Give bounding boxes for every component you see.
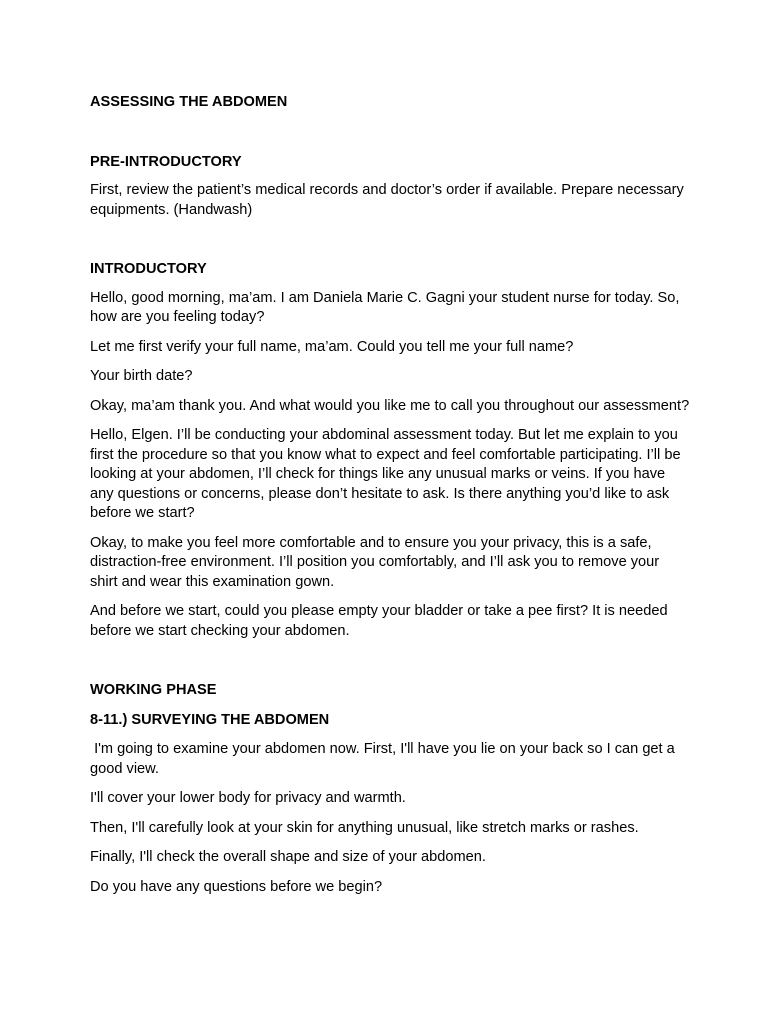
document-page xyxy=(90,93,690,907)
surveying-abdomen-heading: 8-11.) SURVEYING THE ABDOMEN xyxy=(90,711,330,728)
section-spacer xyxy=(90,651,690,681)
working-phase-paragraph: I'm going to examine your abdomen now. First, I'll have you lie on your back so I can get a good view. xyxy=(90,741,679,777)
introductory-paragraph: Hello, good morning, ma’am. I am Daniela Marie C. Gagni your student nurse for today. So, how are you feeling today? xyxy=(90,289,680,325)
introductory-heading: INTRODUCTORY xyxy=(90,261,207,277)
pre-introductory-heading: PRE-INTRODUCTORY xyxy=(90,153,242,170)
working-phase-paragraph: Finally, I'll check the overall shape and size of your abdomen. xyxy=(90,849,486,865)
introductory-paragraph: Let me first verify your full name, ma’am. Could you tell me your full name? xyxy=(90,338,574,355)
pre-introductory-paragraph: First, review the patient’s medical records and doctor’s order if available. Prepare necessary equipments. (Handwash) xyxy=(90,182,684,218)
introductory-paragraph: Your birth date? xyxy=(90,368,193,384)
working-phase-paragraph: I'll cover your lower body for privacy and warmth. xyxy=(90,790,406,806)
introductory-paragraph: And before we start, could you please empty your bladder or take a pee first? It is needed before we start checking your abdomen. xyxy=(90,603,668,639)
working-phase-paragraph: Then, I'll carefully look at your skin for anything unusual, like stretch marks or rashes. xyxy=(90,819,639,836)
working-phase-heading: WORKING PHASE xyxy=(90,682,217,698)
document-title: ASSESSING THE ABDOMEN xyxy=(90,94,288,110)
introductory-paragraph: Okay, ma’am thank you. And what would you like me to call you throughout our assessment? xyxy=(90,397,690,414)
section-spacer xyxy=(90,230,690,260)
introductory-paragraph: Okay, to make you feel more comfortable and to ensure you your privacy, this is a safe, distraction-free environment. I’ll position you comfortably, and I’ll ask you to remove your shirt and wear this examination gown. xyxy=(90,534,660,590)
introductory-paragraph: Hello, Elgen. I’ll be conducting your abdominal assessment today. But let me explain to you first the procedure so that you know what to expect and feel comfortable participating. I’ll be looking at your abdomen, I’ll check for things like any unusual marks or veins. If you have any questions or concerns, please don’t hesitate to ask. Is there anything you’d like to ask before we start? xyxy=(90,427,681,521)
working-phase-paragraph: Do you have any questions before we begin? xyxy=(90,878,383,895)
